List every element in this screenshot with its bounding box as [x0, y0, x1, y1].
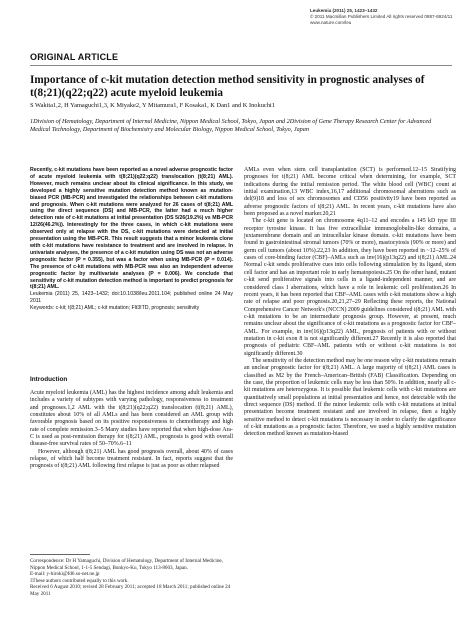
- intro-paragraph-1: Acute myeloid leukemia (AML) has the highest incidence among adult leukemia and includes a variety of subtypes with varying pathology, responsiveness to treatment and prognoses.1,2 AML with the t(8;21)(q22;q22) translocation (t(8;21) AML), constitutes about 10% of all AMLs and has been considered an AML group with favorable prognosis based on its positive responsiveness to chemotherapy and high rate of complete remission.3–5 Many studies have reported that when high-dose Ara-C is used as post-remission therapy for t(8;21) AML, prognosis is good with overall disease-free survival rates of 50–70%.6–11: [30, 390, 233, 448]
- journal-copyright: © 2011 Macmillan Publishers Limited All rights reserved 0887-6924/11: [310, 14, 453, 19]
- affiliations: 1Division of Hematology, Department of Internal Medicine, Nippon Medical School, Tokyo, Japan and 2Division of Gene Therapy Research Center for Advanced Medical Technology, Department of Biochemistry and Molecular Biology, Nippon Medical School, Tokyo, Japan: [30, 118, 432, 133]
- abstract-text: Recently, c-kit mutations have been reported as a novel adverse prognostic factor of acute myeloid leukemia with t(8;21)(q22;q22) translocation (t(8;21) AML). However, much remains unclear about its clinical significance. In this study, we developed a highly sensitive mutation detection method known as mutation-biased PCR (MB-PCR) and investigated the relationships between c-kit mutations and prognosis. When c-kit mutations were analyzed for 26 cases of t(8;21) AML using the direct sequence (DS) and MB-PCR, the latter had a much higher detection rate of c-kit mutations at initial presentation (DS 5/26(19.2%) vs MB-PCR 12/26(46.2%)). Interestingly for the three cases, in which c-kit mutations were observed only at relapse with the DS, c-kit mutations were detected at initial presentation using the MB-PCR. This result suggests that a minor leukemia clone with c-kit mutations have resistance to treatment and are involved in relapse. In univariate analyses, the presence of a c-kit mutation using DS was not an adverse prognostic factor (P = 0.355), but was a factor when using MB-PCR (P = 0.014). The presence of c-kit mutations with MB-PCR was also an independent adverse prognostic factor by multivariate analyses (P = 0.006). We conclude that sensitivity of c-kit mutation detection method is important to predict prognosis for t(8;21) AML.: [30, 167, 233, 291]
- email[interactable]: E-mail: y-hiroki@fd6.so-net.ne.jp: [30, 571, 100, 577]
- right-paragraph-1: AMLs even when stem cell transplantation (SCT) is performed.12–15 Stratifying prognoses for t(8;21) AML become critical when determining, for example, SCT indications during the initial remission period. The white blood cell (WBC) count at initial examination,13 WBC index,16,17 additional chromosomal aberrations such as del(9)18 and loss of sex chromosomes and CD56 positivity19 have been reported as adverse prognostic factors of t(8;21) AML. In recent years, c-kit mutations have also been proposed as a novel marker.20,21: [244, 167, 456, 218]
- header-rule: [30, 65, 452, 66]
- article-type-label: ORIGINAL ARTICLE: [30, 52, 119, 62]
- section-heading-introduction: Introduction: [30, 376, 68, 383]
- received-dates: Received 6 August 2010; revised 28 February 2011; accepted 18 March 2011; published online 24 May 2011: [30, 584, 231, 597]
- article-title: Importance of c-kit mutation detection method sensitivity in prognostic analyses of t(8;21)(q22;q22) acute myeloid leukemia: [30, 74, 425, 99]
- right-paragraph-2: The c-kit gene is located on chromosome 4q11–12 and encodes a 145 kD type III receptor tyrosine kinase. It has five extracellular immunoglobulin-like domains, a juxtamembrane domain and an intracellular kinase domain. c-kit mutations have been found in gastrointestinal stromal tumors (70% or more), mastocytosis (90% or more) and germ cell tumors (about 10%).22,23 In addition, they have been reported in ~12–25% of cases of core-binding factor (CBF)–AMLs such as inv(16)(p13q22) and t(8;21) AML.24 Normal c-kit sends proliferative cues into cells following stimulation by its ligand, stem cell factor and has an important role in early hematopoiesis.25 On the other hand, mutant c-kit send proliferative signals into cells in a ligand-independent manner, and are considered class I aberrations, which have a role in leukemic cell proliferation.26 In recent years, it has been reported that CBF–AML cases with c-kit mutations show a high rate of relapse and poor prognosis.20,21,27–29 Reflecting these reports, the National Comprehensive Cancer Network's (NCCN) 2009 guidelines considered t(8;21) AML with c-kit mutations to be an intermediate prognosis group. However, at present, much remains unclear about the significance of c-kit mutations as a prognostic factor for CBF–AML. For example, in inv(16)(p13q22) AML, prognosis of patients with or without mutation in c-kit exon 8 is not significantly different.27 Recently it is also reported that prognosis of pediatric CBF–AML patients with or without c-kit mutations is not significantly different.30: [244, 218, 456, 357]
- footnotes: [30, 558, 233, 597]
- abstract: [30, 167, 233, 312]
- right-column-text: [244, 167, 456, 439]
- abstract-citation: Leukemia (2011) 25, 1423–1432; doi:10.1038/leu.2011.104; published online 24 May 2011: [30, 291, 233, 305]
- journal-url[interactable]: www.nature.com/leu: [310, 20, 352, 25]
- author-list: S Wakita1,2, H Yamaguchi1,3, K Miyake2, Y Mitamura1, F Kosaka1, K Dan1 and K Inokuchi1: [30, 102, 275, 109]
- footnote-rule: [30, 554, 90, 555]
- journal-citation: Leukemia (2011) 25, 1423–1432: [310, 8, 378, 13]
- correspondence: Correspondence: Dr H Yamaguchi, Division of Hematology, Department of Internal Medicine, Nippon Medical School, 1-1-5 Sendagi, Bunkyo-Ku, Tokyo 113-8603, Japan.: [30, 558, 223, 571]
- intro-paragraph-2: However, although t(8;21) AML has good prognosis overall, about 40% of cases relapse, of which half become treatment resistant. In fact, reports suggest that the prognosis of t(8;21) AML following first relapse is just as poor as other relapsed: [30, 448, 233, 470]
- right-paragraph-3: The sensitivity of the detection method may be one reason why c-kit mutations remain an unclear prognostic factor for t(8;21) AML. A large majority of t(8;21) AML cases is classified as M2 by the French–American–British (FAB) Classification. Depending on the case, the proportion of leukemic cells may be less than 50%. In addition, nearly all c-kit mutations are heterozygous. It is possible that leukemic cells with c-kit mutations are quantitatively small populations at initial presentation and hence, not detectable with the direct sequence (DS) method. If the minor leukemic cells with c-kit mutations at initial presentation become treatment resistant and are involved in relapse, then a highly sensitive method to detect c-kit mutations is necessary in order to clarify the significance of c-kit mutations as a prognostic factor. Therefore, we used a highly sensitive mutation detection method known as mutation-biased: [244, 357, 456, 438]
- equal-contribution-note: 3These authors contributed equally to this work.: [30, 577, 129, 584]
- keywords: Keywords: c-kit; t(8;21) AML; c-kit mutation; Flt3ITD, prognosis; sensitivity: [30, 305, 200, 312]
- introduction-text: [30, 390, 233, 471]
- journal-info: [310, 8, 470, 26]
